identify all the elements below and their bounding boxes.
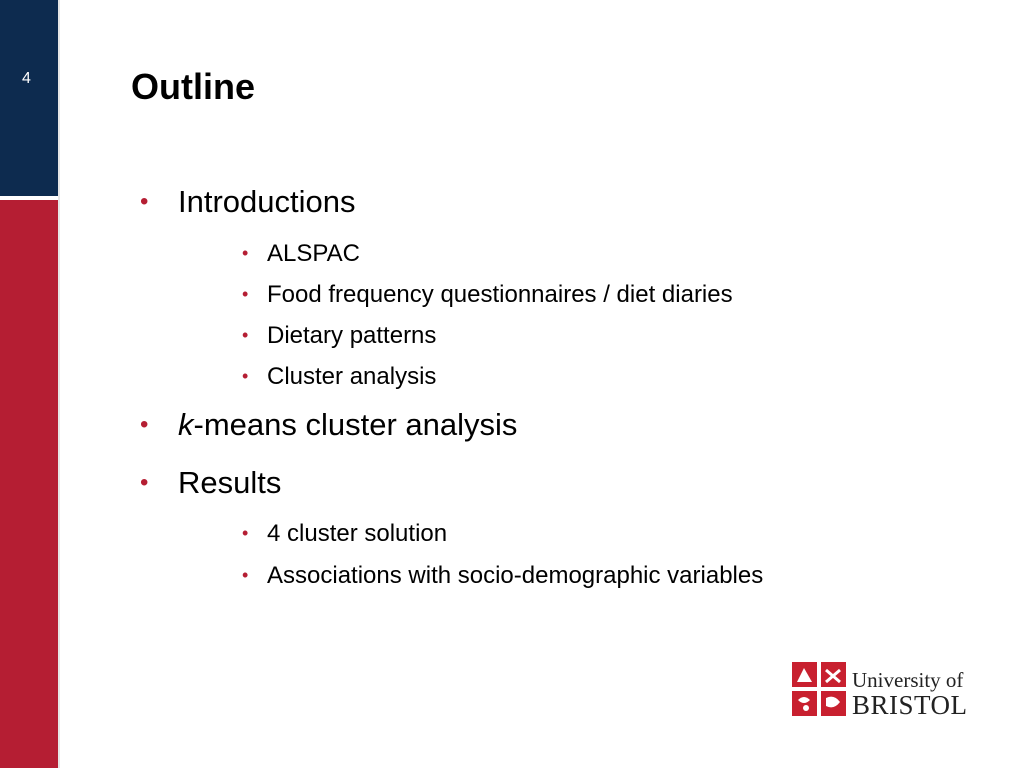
bullet-icon: • [140,469,149,496]
bullet-icon: • [242,243,249,263]
bullet-icon: • [242,565,249,585]
list-item [140,465,282,501]
university-crest-icon [792,662,846,716]
list-item [242,240,360,268]
bullet-icon: • [242,325,249,345]
bullet-icon: • [242,523,249,543]
logo-text-line1: University of [852,668,964,692]
list-item-text: Dietary patterns [267,322,437,349]
list-item [242,281,733,309]
list-item-text: 4 cluster solution [267,520,448,547]
bullet-icon: • [140,188,149,215]
list-item [242,322,437,350]
bullet-icon: • [242,366,249,386]
list-item [140,407,518,443]
logo-text-line2: BRISTOL [852,690,968,720]
list-item [242,562,764,590]
bullet-icon: • [242,284,249,304]
list-item [242,520,448,548]
list-item-text: Food frequency questionnaires / diet diaries [267,281,733,308]
slide-number: 4 [22,70,31,87]
list-item-text: Cluster analysis [267,363,437,390]
list-item-text: Associations with socio-demographic variables [267,562,764,589]
university-logo [792,662,982,720]
slide-title: Outline [131,66,255,107]
list-item-text: -means cluster analysis [193,407,518,442]
list-item-text: ALSPAC [267,240,360,267]
bullet-icon: • [140,411,149,438]
list-item-italic-prefix: k [178,407,194,442]
list-item-text: Introductions [178,184,356,219]
list-item [242,363,437,391]
list-item-text: Results [178,465,282,500]
list-item [140,184,356,220]
